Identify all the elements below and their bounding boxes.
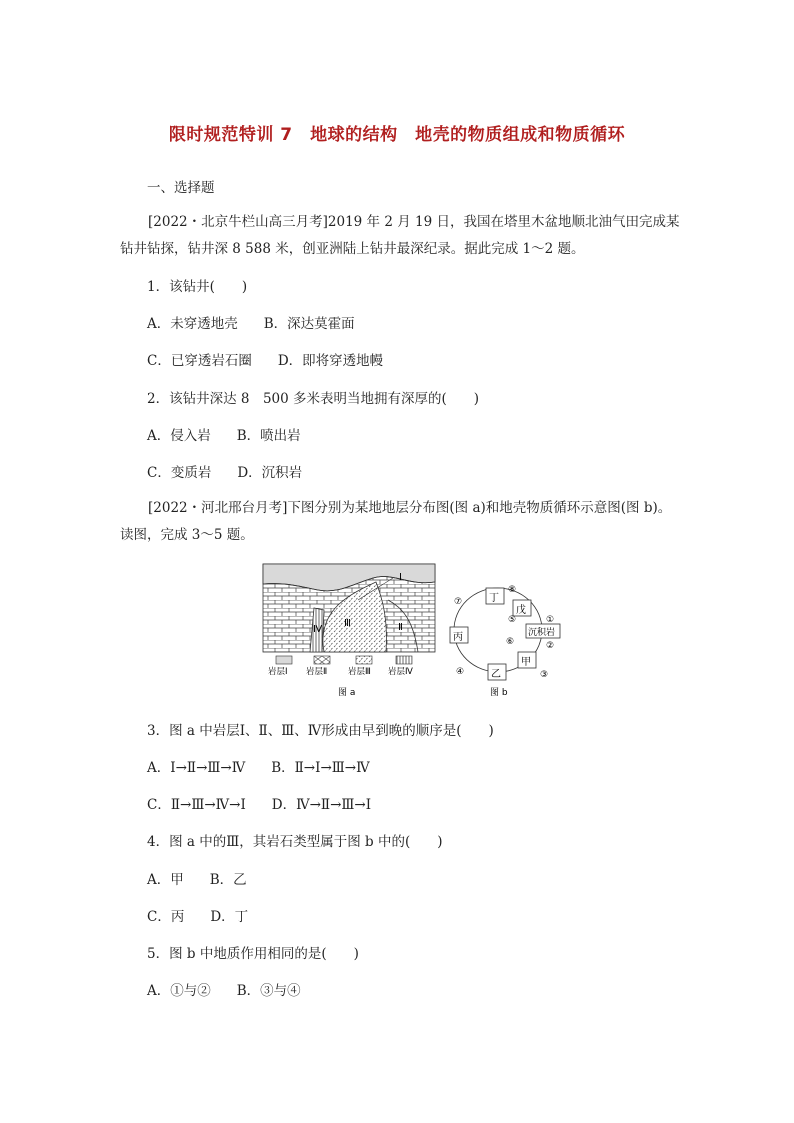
box-yi: 乙 [491,669,501,680]
q1-option-d[interactable]: D．即将穿透地幔 [277,353,384,369]
q1-option-a[interactable]: A．未穿透地壳 [147,316,238,332]
q2-option-c[interactable]: C．变质岩 [147,465,212,481]
q5-option-b[interactable]: B．③与④ [236,983,301,999]
q1-option-c[interactable]: C．已穿透岩石圈 [147,353,252,369]
intro-paragraph-1: [2022・北京牛栏山高三月考]2019 年 2 月 19 日，我国在塔里木盆地顺北油气田完成某钻井钻探，钻井深 8 588 米，创亚洲陆上钻井最深纪录。据此完成 1～2 题。 [120,214,680,257]
box-sedimentary: 沉积岩 [528,628,556,638]
q3-option-a[interactable]: A．Ⅰ→Ⅱ→Ⅲ→Ⅳ [147,760,246,776]
legend-layer-1: 岩层Ⅰ [268,667,288,677]
label-roman-2: Ⅱ [398,622,403,633]
question-5-options-row-1 [147,979,301,999]
num-7: ⑦ [454,597,463,607]
q4-option-b[interactable]: B．乙 [209,872,247,888]
figure-svg [258,560,598,708]
num-1: ① [546,615,555,625]
legend-layer-4: 岩层Ⅳ [388,667,413,677]
section-heading: 一、选择题 [147,180,215,196]
question-1-options-row-1 [147,312,355,332]
figure-geology [258,560,598,708]
box-bing: 丙 [453,632,463,643]
num-4: ④ [456,667,465,677]
label-roman-1: Ⅰ [399,572,402,583]
page-title: 限时规范特训 7 地球的结构 地壳的物质组成和物质循环 [168,125,626,145]
num-6: ⑥ [506,637,515,647]
figure-b-boxes [450,588,560,680]
num-8: ⑧ [508,585,517,595]
q2-option-a[interactable]: A．侵入岩 [147,428,211,444]
question-2-stem: 2．该钻井深达 8 500 多米表明当地拥有深厚的( ) [147,391,480,407]
q2-option-d[interactable]: D．沉积岩 [237,465,303,481]
caption-fig-b: 图 b [490,688,508,698]
question-4-options-row-2 [147,905,248,925]
question-5-stem: 5．图 b 中地质作用相同的是( ) [147,946,359,962]
q3-option-b[interactable]: B．Ⅱ→Ⅰ→Ⅲ→Ⅳ [271,760,370,776]
caption-fig-a: 图 a [338,688,356,698]
q4-option-a[interactable]: A．甲 [147,872,184,888]
legend-layer-2: 岩层Ⅱ [306,667,328,677]
box-wu: 戊 [516,605,526,616]
label-roman-4: Ⅳ [313,624,323,635]
q4-option-c[interactable]: C．丙 [147,909,185,925]
question-1-options-row-2 [147,349,383,369]
q1-option-b[interactable]: B．深达莫霍面 [263,316,355,332]
question-3-options-row-2 [147,793,371,813]
box-jia: 甲 [521,657,531,668]
num-5: ⑤ [508,615,517,625]
num-3: ③ [540,670,549,680]
q3-option-d[interactable]: D．Ⅳ→Ⅱ→Ⅲ→Ⅰ [271,797,372,813]
intro-paragraph-2: [2022・河北邢台月考]下图分别为某地地层分布图(图 a)和地壳物质循环示意图(图 b)。读图，完成 3～5 题。 [120,500,672,543]
question-3-options-row-1 [147,756,370,776]
question-2-options-row-2 [147,461,302,481]
q4-option-d[interactable]: D．丁 [210,909,249,925]
q5-option-a[interactable]: A．①与② [147,983,211,999]
num-2: ② [546,641,555,651]
question-1-stem: 1．该钻井( ) [147,279,248,295]
label-roman-3: Ⅲ [344,618,351,629]
q2-option-b[interactable]: B．喷出岩 [236,428,301,444]
question-3-stem: 3．图 a 中岩层Ⅰ、Ⅱ、Ⅲ、Ⅳ形成由早到晚的顺序是( ) [147,723,494,739]
q3-option-c[interactable]: C．Ⅱ→Ⅲ→Ⅳ→Ⅰ [147,797,246,813]
question-4-options-row-1 [147,868,247,888]
question-4-stem: 4．图 a 中的Ⅲ，其岩石类型属于图 b 中的( ) [147,834,443,850]
box-ding: 丁 [489,593,499,604]
legend-layer-3: 岩层Ⅲ [348,667,371,677]
question-2-options-row-1 [147,424,301,444]
figure-a [263,564,435,698]
